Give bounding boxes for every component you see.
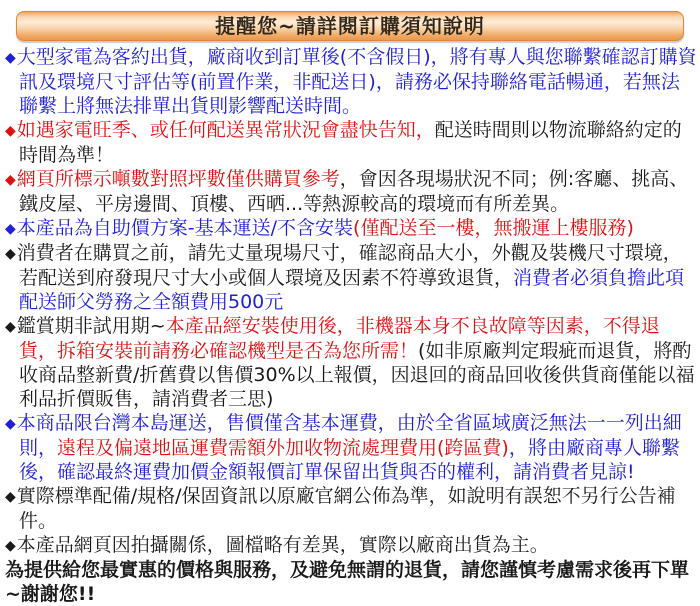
notice-segment: 實際標準配備/規格/保固資訊以原廠官網公佈為準，如說明有誤恕不另行公告補件。 (16, 485, 676, 532)
notice-segment: 配送時間則以物流聯絡約定的時間為準！ (19, 119, 682, 166)
bullet-diamond-icon: ◆ (5, 221, 16, 237)
notice-segment: 網頁所標示噸數對照坪數僅供購買參考 (16, 168, 340, 190)
notice-segment: 本商品限台灣本島運送，售價僅含基本運費，由於全省區域廣泛無法一一列出細則， (16, 412, 682, 459)
notice-segment: ，將由廠商專人聯繫後，確認最終運費加價金額報價訂單保留出貨與否的權利，請消費者見諒! (19, 437, 680, 483)
notice-item (5, 314, 697, 411)
notice-segment: 如遇家電旺季、或任何配送異常狀況會盡快告知， (16, 119, 435, 141)
notice-item (5, 533, 697, 558)
notice-segment: 鑑賞期非試用期~ (16, 315, 166, 337)
notice-item (5, 45, 697, 118)
notice-segment: 遠程及偏遠地區運費需額外加收物流處理費用(跨區費) (57, 437, 509, 459)
notice-list (5, 45, 697, 606)
notice-segment: 本產品網頁因拍攝關係，圖檔略有差異，實際以廠商出貨為主。 (16, 534, 549, 556)
notice-segment: (如非原廠判定瑕疵而退貨，將酌收商品整新費/折舊費以售價30%以上報價，因退回的商品回收後供貨商僅能以福利品折價販售，請消費者三思) (19, 340, 695, 410)
bullet-diamond-icon: ◆ (5, 172, 16, 188)
notice-segment: 本產品為自助價方案-基本運送/不含安裝 (16, 217, 354, 239)
notice-banner (16, 11, 684, 41)
notice-segment: 大型家電為客約出貨，廠商收到訂單後(不含假日)，將有專人與您聯繫確認訂購資訊及環境尺寸評估等(前置作業，非配送日)，請務必保持聯絡電話暢通，若無法聯繫上將無法排單出貨則影響配送時間。 (16, 46, 697, 117)
notice-segment: ，會因各現場狀況不同；例:客廳、挑高、鐵皮屋、平房邊間、頂樓、西晒...等熱源較高的環境而有所差異。 (19, 168, 689, 215)
notice-segment: (僅配送至一樓，無搬運上樓服務) (353, 217, 634, 239)
bullet-diamond-icon: ◆ (5, 123, 16, 139)
notice-item (5, 167, 697, 216)
bullet-diamond-icon: ◆ (5, 50, 16, 66)
notice-segment: 消費者必須負擔此項配送師父勞務之全額費用500元 (19, 267, 685, 313)
notice-segment: 消費者在購買之前，請先丈量現場尺寸，確認商品大小，外觀及裝機尺寸環境，若配送到府發現尺寸大小或個人環境及因素不符導致退貨， (16, 242, 682, 289)
notice-item (5, 241, 697, 314)
notice-banner-title: 提醒您~請詳閱訂購須知說明 (215, 14, 485, 38)
bullet-diamond-icon: ◆ (5, 246, 16, 262)
bullet-diamond-icon: ◆ (5, 319, 16, 335)
notice-segment: 本產品經安裝使用後，非機器本身不良故障等因素，不得退貨，拆箱安裝前請務必確認機型是否為您所需！ (19, 315, 660, 362)
bullet-diamond-icon: ◆ (5, 489, 16, 505)
bullet-diamond-icon: ◆ (5, 416, 16, 432)
notice-item (5, 411, 697, 484)
footer-reminder-text: 為提供給您最實惠的價格與服務，及避免無謂的退貨，請您謹慎考慮需求後再下單~謝謝您!! (5, 559, 690, 605)
notice-item (5, 484, 697, 533)
notice-item (5, 216, 697, 241)
notice-item (5, 118, 697, 167)
bullet-diamond-icon: ◆ (5, 538, 16, 554)
